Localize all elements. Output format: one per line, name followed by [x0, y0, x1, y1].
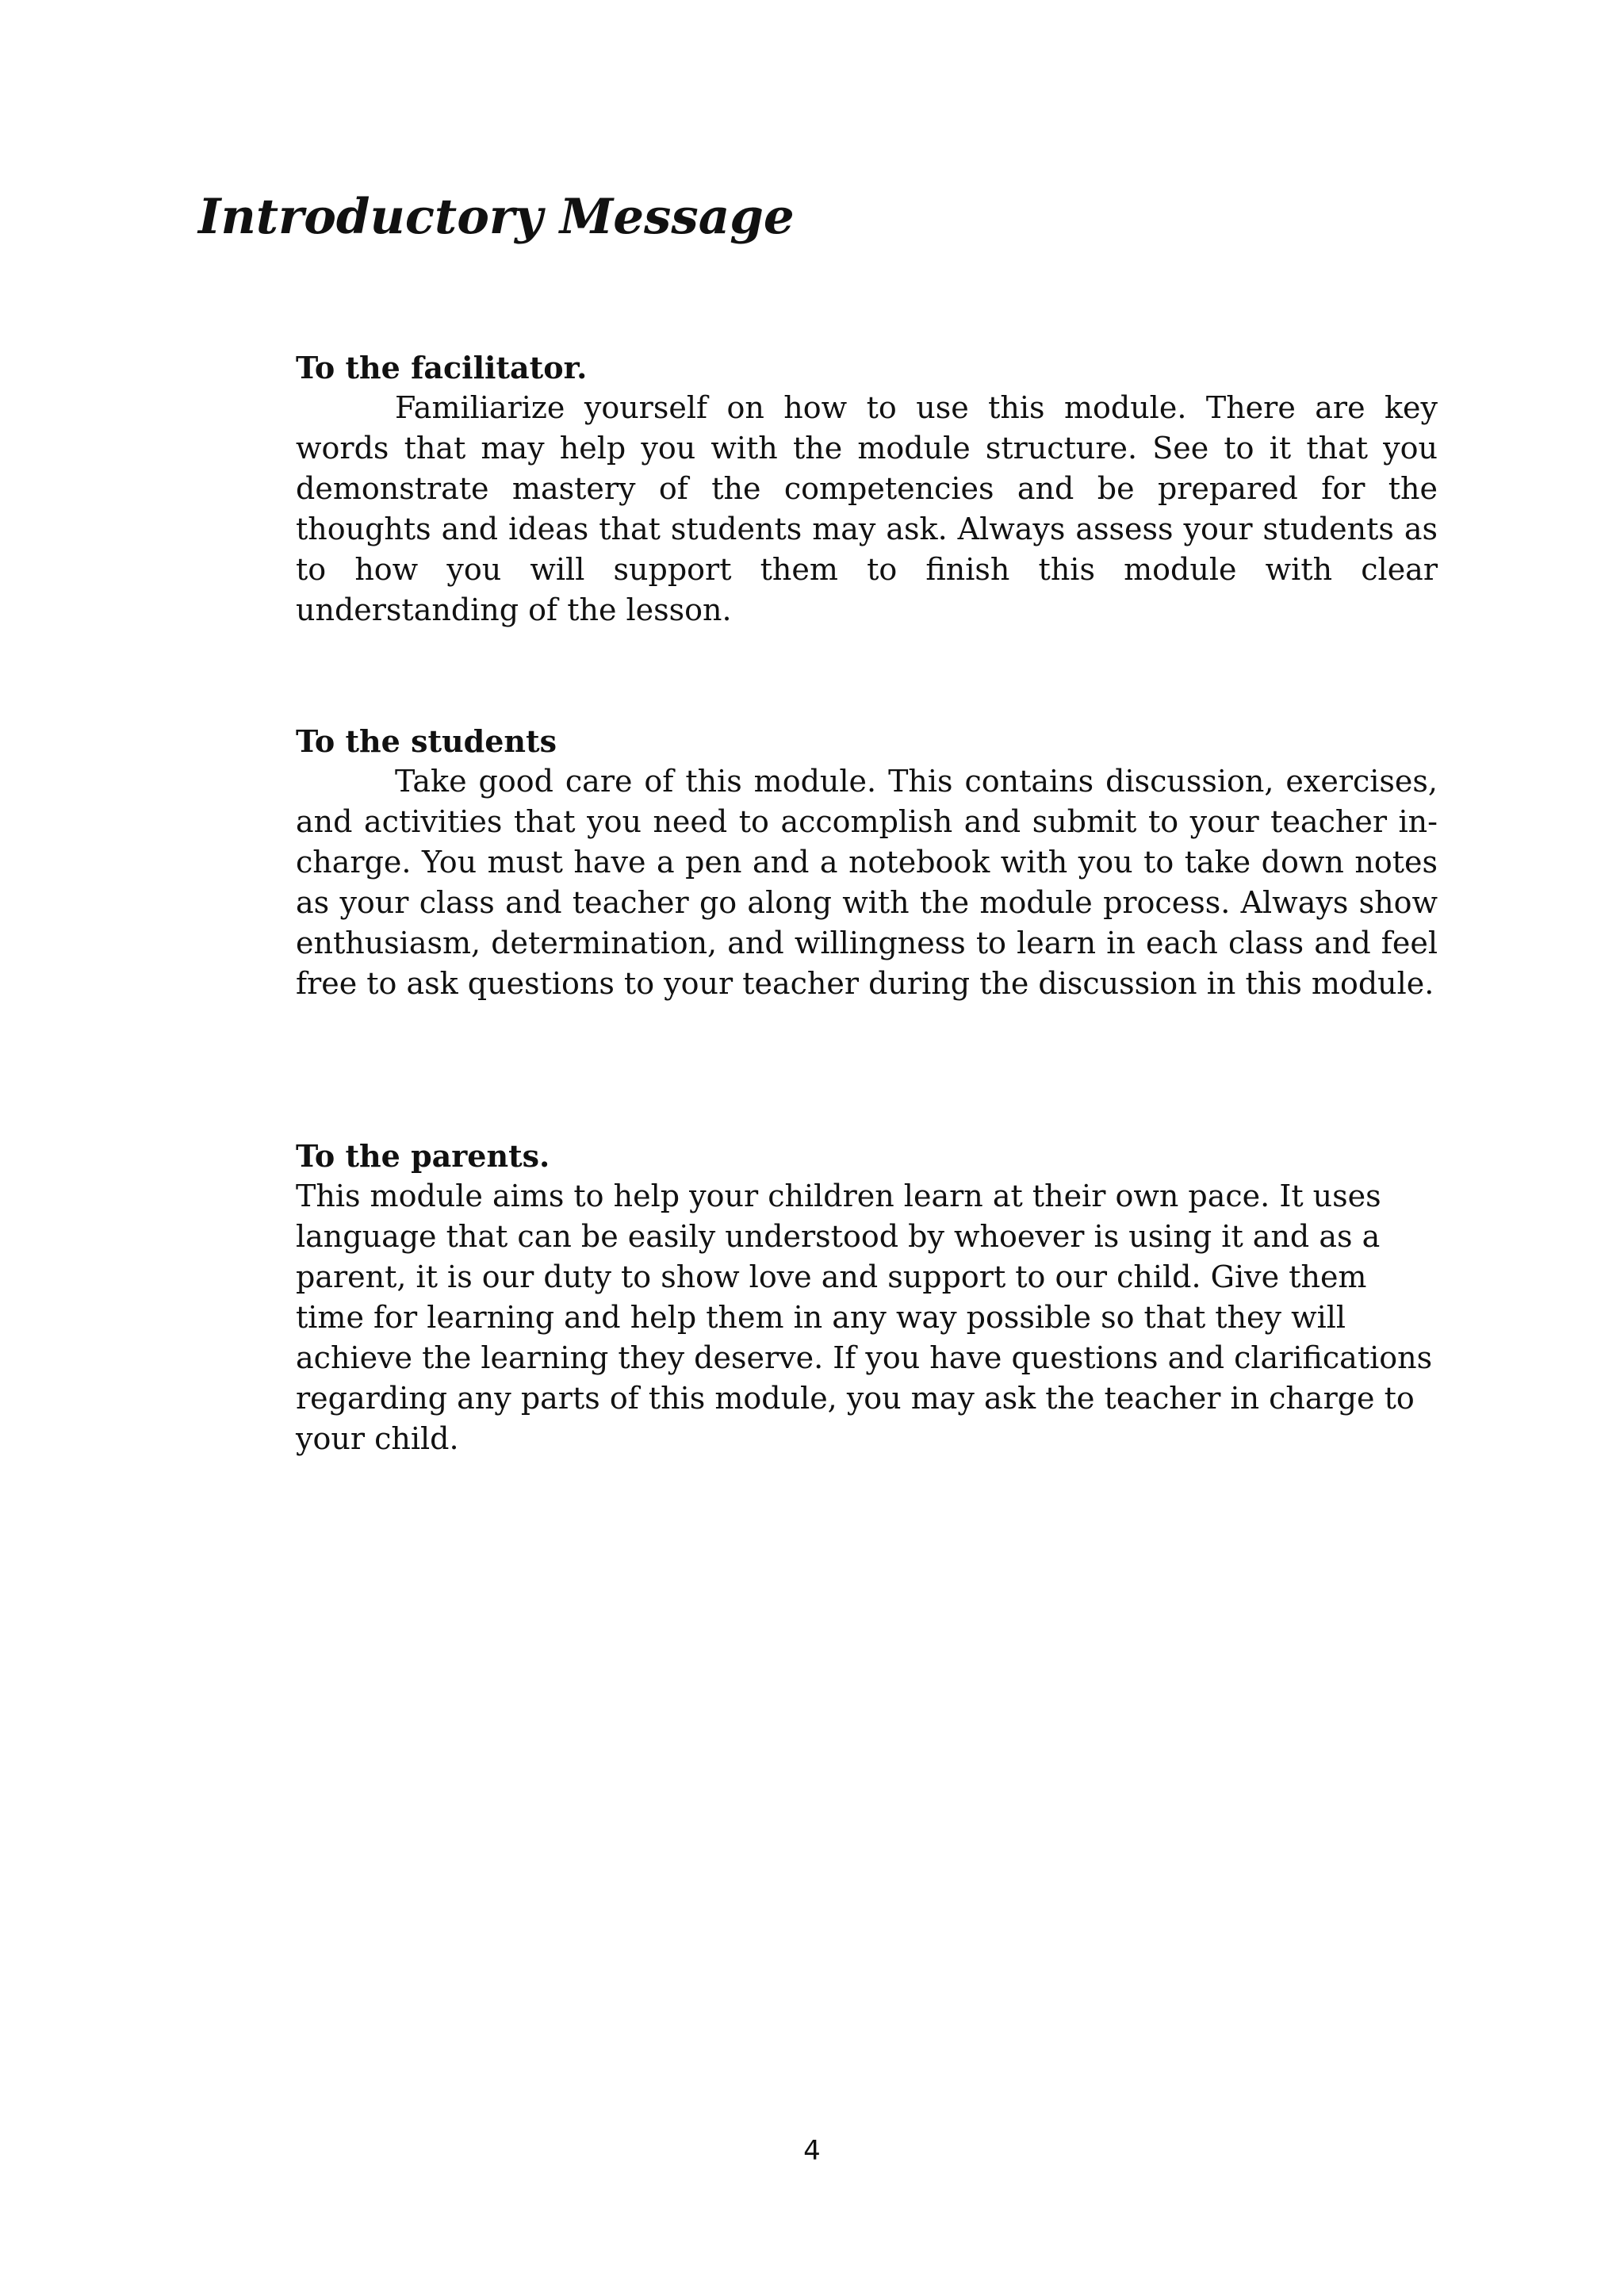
page-number: 4: [803, 2135, 821, 2167]
page-title: Introductory Message: [198, 189, 795, 245]
parents-section: [296, 1136, 1438, 1459]
students-heading: To the students: [296, 723, 557, 759]
parents-heading: To the parents.: [296, 1138, 550, 1174]
facilitator-heading: To the facilitator.: [296, 350, 588, 385]
facilitator-paragraph: Familiarize yourself on how to use this module. There are key words that may help you with the module structure. See to it that you demonstrate mastery of the competencies and be prepared for the thoughts and ideas that students may ask. Always assess your students as to how you will support them to finish this module with clear understanding of the lesson.: [296, 390, 1438, 627]
parents-paragraph: This module aims to help your children learn at their own pace. It uses language that can be easily understood by whoever is using it and as a parent, it is our duty to show love and support to our child. Give them time for learning and help them in any way possible so that they will achieve the learning they deserve. If you have questions and clarifications regarding any parts of this module, you may ask the teacher in charge to your child.: [296, 1179, 1433, 1456]
facilitator-section: [296, 347, 1438, 631]
students-paragraph: Take good care of this module. This contains discussion, exercises, and activities that you need to accomplish and submit to your teacher in-charge. You must have a pen and a notebook with you to take down notes as your class and teacher go along with the module process. Always show enthusiasm, determination, and willingness to learn in each class and feel free to ask questions to your teacher during the discussion in this module.: [296, 764, 1438, 1001]
students-section: [296, 721, 1438, 1004]
